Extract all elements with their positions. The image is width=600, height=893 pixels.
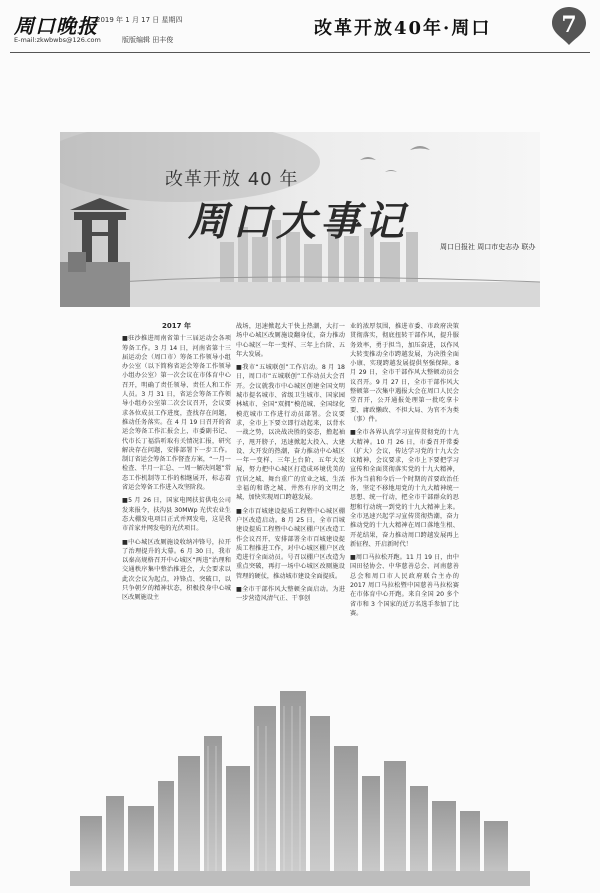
article-paragraph: 业的浓厚氛围，推进市委、市政府决策贯彻落实，彻底扭转干部作风，提升服务效率，勇于担当，加压奋进，以作风大转变推动全市跨越发展，为决胜全面小康、实现跨越发展提供坚强保障。8 月 29 日，全市干部作风大整顿动员会议召开。9 月 27 日，全市干部作风大整顿第一次集中遇报大会在周口人民会堂召开，公开通报处理第一批吃拿卡要、庸政懒政、不担大局、为官不为类（事）件。 [350, 323, 459, 423]
article-paragraph: ■5 月 26 日，国家电网扶贫供电公司发来报令，扶沟县 30MWp 光伏农业生态大棚发电项目正式并网发电，这是我市首家并网发电的光伏项目。 [122, 497, 231, 533]
newspaper-logo: 周口晚报 [14, 14, 98, 38]
banner-title: 周口大事记 [188, 198, 408, 245]
banner-credit: 周口日报社 周口市史志办 联办 [440, 243, 536, 251]
article-column-3 [350, 322, 459, 622]
article-paragraph: ■周口马拉松开跑。11 月 19 日，由中国田径协会、中华慈善总会、河南慈善总会和周口市人民政府联合主办的 2017 周口马拉松暨中国慈善马拉松赛在市体育中心开跑。来自全国 20 多个省市和 3 个国家的近万名选手参加了比赛。 [350, 554, 459, 617]
issue-date: 2019 年 1 月 17 日 星期四 [96, 16, 183, 24]
article-paragraph: ■全市各界认真学习宣传贯彻党的十九大精神。10 月 26 日，市委召开常委（扩大）会议，传达学习党的十九大会议精神，会议要求，全市上下要把学习宣传和全面贯彻落实党的十九大精神，作为当前和今后一个时期的首要政治任务，坚定不移地用党的十九大精神统一思想、统一行动，把全市干部群众的思想和行动统一到党的十九大精神上来。全市迅速兴起学习宣传贯彻热潮，奋力推动党的十九大精神在周口落地生根、开花结果，奋力推动周口跨越发展再上新征程、开启新时代！ [350, 429, 459, 548]
header-divider [10, 52, 590, 53]
contact-email: E-mail:zkwbwbs@126.com [14, 36, 101, 44]
article-paragraph: ■全市百城建设提质工程暨中心城区棚户区改造启动。8 月 25 日，全市百城建设提质工程暨中心城区棚户区改造工作会议召开，安排部署全市百城建设提质工程推进工作，对中心城区棚户区改造进行全面动员。号召以棚户区改造为重点突破，再打一场中心城区改厕施设管理的硬仗，推动城市建设全面提质。 [236, 507, 345, 580]
article-column-1 [122, 322, 231, 607]
section-title: 改革开放40年·周口 [314, 18, 492, 39]
page-editor: 版版编辑 田丰俊 [122, 36, 174, 44]
page-number: 7 [561, 12, 577, 38]
banner-subtitle: 改革开放 40 年 [165, 169, 299, 190]
article-paragraph: 战场，迅速掀起大干快上热潮，大打一场中心城区改厕施设翻身仗，奋力推动中心城区一年一变样、三年上台阶、五年大发展。 [236, 323, 345, 358]
article-paragraph: ■中心城区改厕施设收纳冲锋号，拉开了治理提升的大幕。6 月 30 日，我市以秦高规格召开中心城区“两违”治理和交通秩序集中整治推进会，大会要求以此次会议为起点，冲锋点、突破口，以只争朝夕的精神状态，积极投身中心城区改厕施设主 [122, 538, 231, 602]
city-skyline-illustration [70, 686, 530, 886]
year-heading: 2017 年 [162, 322, 191, 330]
article-column-2 [236, 322, 345, 608]
article-paragraph: ■全市干部作风大整顿全面启动。为进一步营造风清气正、干事创 [236, 586, 345, 603]
article-paragraph: ■我市“五城联创”工作启动。8 月 18 日，周口市“五城联创”工作动员大会召开。会议就我市中心城区创建全国文明城市提名城市、省级卫生城市、国家园林城市、全国“双拥”模范城、全国绿化模范城市工作进行动员部署。会议要求，全市上下要立即行动起来，以背水一战之势，以决战决胜的姿态，撸起袖子，甩开膀子，迅速掀起大投入、大建设、大开发的热潮，奋力推动中心城区一年一变样、三年上台阶、五年大发展，努力把中心城区打造成环境优美的宜居之城、舞台重广的宜业之城、生活幸福的和谐之城、井然有序的文明之城，加快实现周口跨越发展。 [236, 364, 345, 502]
article-paragraph: ■驻沙推进周南省第十三届运动会各项筹备工作。3 月 14 日，河南省第十三届运动会（周口市）筹备工作领导小组办公室（以下简称省运会筹备工作领导小组办公室）第一次会议在市体育中心召开，明确了责任领导、责任人和工作人员。3 月 31 日，省运会筹备工作领导小组办公室第二次会议召开，会议要求各位成员工作进度，查找存在问题，推动任务落实。在 4 月 19 日召开的省运会筹备工作汇报会上，市委副书记、代市长丁福浩听取有关情况汇报，研究解决存在问题，安排部署下一步工作。制订省运会筹备工作督查方案，“一月一检查、半月一汇总、一周一解决问题”常态工作机制等工作的相继展开，标志着省运会筹备工作进入攻坚阶段。 [122, 335, 231, 492]
